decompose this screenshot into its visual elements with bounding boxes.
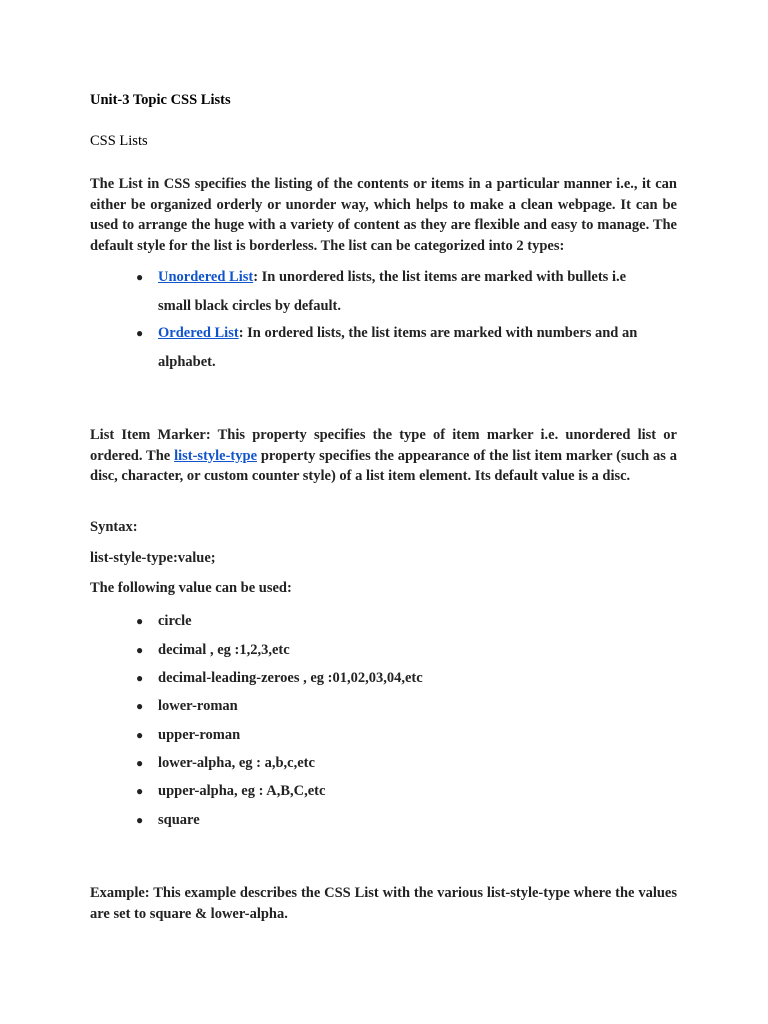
value-text: lower-roman bbox=[158, 698, 238, 714]
value-text: square bbox=[158, 812, 200, 828]
value-text: circle bbox=[158, 613, 192, 629]
value-text: upper-alpha, eg : A,B,C,etc bbox=[158, 783, 326, 799]
marker-paragraph bbox=[90, 425, 677, 487]
bullet-icon: ● bbox=[136, 270, 144, 284]
value-text: decimal-leading-zeroes , eg :01,02,03,04,etc bbox=[158, 670, 423, 686]
value-list-item bbox=[136, 668, 423, 688]
bullet-icon: ● bbox=[136, 643, 144, 657]
list-style-type-link[interactable]: list-style-type bbox=[174, 447, 258, 464]
intro-paragraph: The List in CSS specifies the listing of the contents or items in a particular manner i.e., it can either be organized orderly or unorder way, which helps to make a clean webpage. It can be used to arrange the huge with a variety of content as they are flexible and easy to manage. The default style for the list is borderless. The list can be categorized into 2 types: bbox=[90, 176, 677, 254]
section-heading: CSS Lists bbox=[90, 133, 148, 149]
value-list-item bbox=[136, 640, 290, 660]
value-list-item bbox=[136, 611, 192, 631]
bullet-icon: ● bbox=[136, 614, 144, 628]
values-intro: The following value can be used: bbox=[90, 580, 292, 596]
example-paragraph: Example: This example describes the CSS List with the various list-style-type where the values are set to square & lower-alpha. bbox=[90, 885, 677, 922]
value-text: decimal , eg :1,2,3,etc bbox=[158, 642, 290, 658]
list-type-description: : In ordered lists, the list items are marked with numbers and an alphabet. bbox=[158, 325, 638, 370]
bullet-icon: ● bbox=[136, 784, 144, 798]
bullet-icon: ● bbox=[136, 326, 144, 340]
value-text: upper-roman bbox=[158, 727, 241, 743]
list-type-item-unordered bbox=[136, 263, 656, 320]
bullet-icon: ● bbox=[136, 756, 144, 770]
syntax-code: list-style-type:value; bbox=[90, 550, 216, 566]
bullet-icon: ● bbox=[136, 813, 144, 827]
value-list-item bbox=[136, 810, 200, 830]
list-type-content bbox=[158, 319, 656, 376]
bullet-icon: ● bbox=[136, 728, 144, 742]
bullet-icon: ● bbox=[136, 699, 144, 713]
value-text: lower-alpha, eg : a,b,c,etc bbox=[158, 755, 315, 771]
value-list-item bbox=[136, 725, 240, 745]
marker-text-after: property specifies the appearance of the list item marker (such as a disc, character, or custom counter style) of a list item element. Its default value is a disc. bbox=[90, 447, 677, 484]
value-list-item bbox=[136, 696, 238, 716]
unordered-list-link[interactable]: Unordered List bbox=[158, 269, 254, 285]
syntax-label: Syntax: bbox=[90, 519, 138, 535]
list-type-content bbox=[158, 263, 656, 320]
ordered-list-link[interactable]: Ordered List bbox=[158, 325, 239, 341]
value-list-item bbox=[136, 781, 325, 801]
bullet-icon: ● bbox=[136, 671, 144, 685]
value-list-item bbox=[136, 753, 315, 773]
list-type-description: : In unordered lists, the list items are marked with bullets i.e small black circles by default. bbox=[158, 269, 627, 314]
marker-text-before: List Item Marker: This property specifies the type of item marker i.e. unordered list or ordered. The bbox=[90, 427, 677, 464]
document-title: Unit-3 Topic CSS Lists bbox=[90, 92, 231, 108]
list-type-item-ordered bbox=[136, 319, 656, 376]
